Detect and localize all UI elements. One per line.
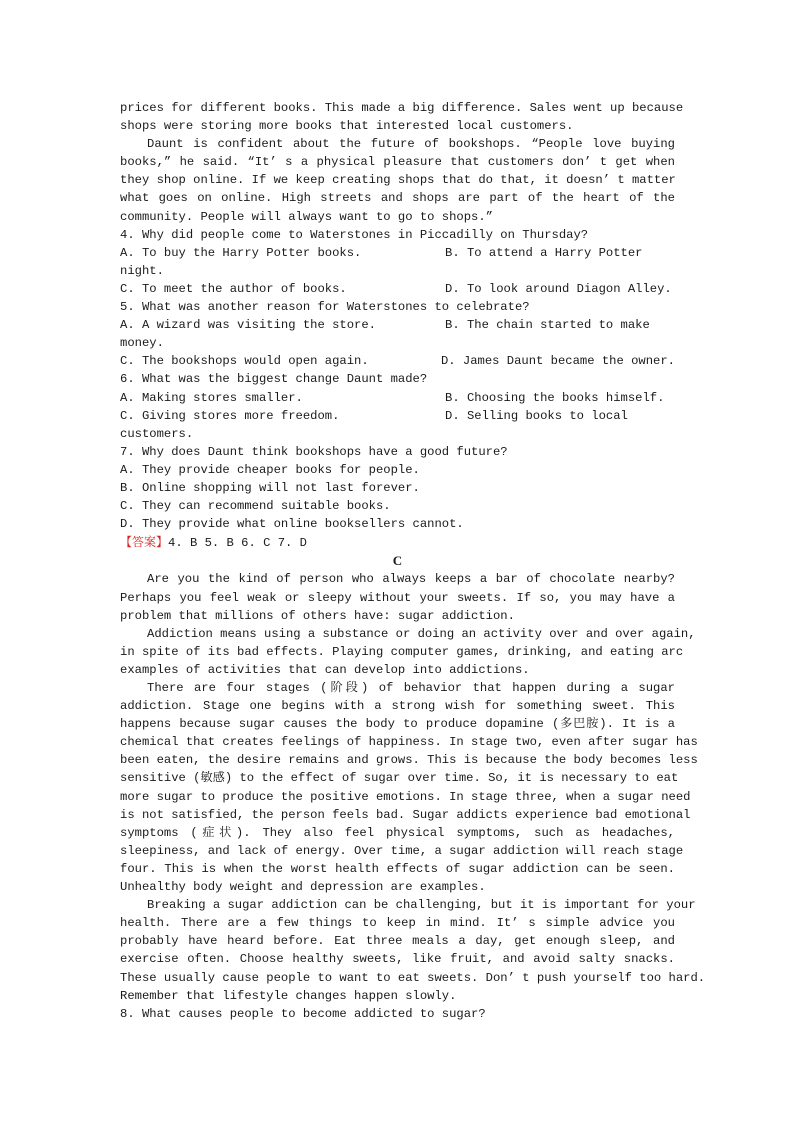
option-right: B. Choosing the books himself. [445,390,665,405]
option-left: A. They provide cheaper books for people. [120,462,420,477]
question-stem: 7. Why does Daunt think bookshops have a good future? [120,444,508,459]
option-row [120,280,675,298]
option-left: A. A wizard was visiting the store. [120,318,376,333]
option-row [120,352,675,370]
paragraph [120,570,675,624]
option-row [120,244,675,262]
text-line: sleepiness, and lack of energy. Over time, a sugar addiction will reach stage [120,843,684,858]
question-8: 8. What causes people to become addicted to sugar? [120,1006,486,1021]
option-left: C. To meet the author of books. [120,281,347,296]
text-line: Remember that lifestyle changes happen slowly. [120,988,457,1003]
question-stem: 6. What was the biggest change Daunt made? [120,372,428,387]
option-right [445,497,675,515]
text-line: problem that millions of others have: sugar addiction. [120,608,515,623]
passage-b-paragraph-end [120,99,684,135]
text-line: Breaking a sugar addiction can be challenging, but it is important for your [147,898,696,913]
option-right [445,479,675,497]
option-row [120,515,675,533]
option-left: money. [120,336,164,351]
option-left: A. Making stores smaller. [120,390,303,405]
option-left: C. They can recommend suitable books. [120,499,391,514]
option-row [120,497,675,515]
question-stem: 5. What was another reason for Waterstones to celebrate? [120,300,530,315]
answer-text: 4. B 5. B 6. C 7. D [168,536,307,551]
text-line: been eaten, the desire remains and grows. This is because the body becomes less [120,753,698,768]
passage-b-paragraph-daunt [120,135,675,225]
option-right [445,262,675,280]
option-left: night. [120,263,164,278]
text-line: symptoms (症状). They also feel physical symptoms, such as headaches, [120,825,675,840]
paragraph [120,896,706,1005]
option-row [120,461,675,479]
option-left: C. The bookshops would open again. [120,354,369,369]
option-right [445,334,675,352]
page-content [120,99,706,1023]
option-left: C. Giving stores more freedom. [120,408,340,423]
option-left: B. Online shopping will not last forever. [120,480,420,495]
text-line: Are you the kind of person who always keeps a bar of chocolate nearby? [147,572,675,587]
option-right [445,425,675,443]
text-line: they shop online. If we keep creating shops that do that, it doesn’ t matter [120,173,676,188]
option-row [120,425,675,443]
text-line: four. This is when the worst health effects of sugar addiction can be seen. [120,861,675,876]
option-right [445,461,675,479]
answer-label: 【答案】 [120,535,169,550]
text-line: health. There are a few things to keep in mind. It’ s simple advice you [120,916,675,931]
text-line: probably have heard before. Eat three meals a day, get enough sleep, and [120,934,675,949]
option-right [445,515,675,533]
option-left: D. They provide what online booksellers cannot. [120,517,464,532]
text-line: in spite of its bad effects. Playing computer games, drinking, and eating arc [120,644,684,659]
text-line: Perhaps you feel weak or sleepy without your sweets. If so, you may have a [120,590,675,605]
questions-block [120,226,675,534]
option-row [120,316,675,334]
text-line: is not satisfied, the person feels bad. Sugar addicts experience bad emotional [120,807,691,822]
option-row [120,334,675,352]
text-line: exercise often. Choose healthy sweets, like fruit, and avoid salty snacks. [120,952,675,967]
text-line: These usually cause people to want to eat sweets. Don’ t push yourself too hard. [120,970,706,985]
text-line: sensitive (敏感) to the effect of sugar over time. So, it is necessary to eat [120,771,679,786]
answer-line [120,533,675,552]
option-right: D. To look around Diagon Alley. [445,281,672,296]
text-line: Unhealthy body weight and depression are examples. [120,880,486,895]
option-right: B. To attend a Harry Potter [445,245,643,260]
option-left: customers. [120,426,194,441]
text-line: Addiction means using a substance or doing an activity over and over again, [147,626,696,641]
text-line: happens because sugar causes the body to produce dopamine (多巴胺). It is a [120,717,675,732]
section-heading: C [392,553,403,569]
text-line: Daunt is confident about the future of bookshops. “People love buying [147,137,675,152]
section-c-passage [120,570,706,1004]
text-line: shops were storing more books that interested local customers. [120,119,574,134]
text-line: chemical that creates feelings of happiness. In stage two, even after sugar has [120,735,698,750]
text-line: examples of activities that can develop into addictions. [120,662,530,677]
option-row [120,262,675,280]
option-row [120,407,675,425]
text-line: addiction. Stage one begins with a strong wish for something sweet. This [120,699,675,714]
paragraph [120,625,696,679]
option-right: D. Selling books to local [445,408,628,423]
option-row [120,389,675,407]
option-right: D. James Daunt became the owner. [440,354,675,369]
text-line: community. People will always want to go to shops.” [120,209,493,224]
text-line: prices for different books. This made a big difference. Sales went up because [120,101,684,115]
option-row [120,479,675,497]
text-line: There are four stages (阶段) of behavior that happen during a sugar [147,681,675,695]
paragraph [120,679,698,896]
option-left: A. To buy the Harry Potter books. [120,245,362,260]
option-right: B. The chain started to make [445,318,650,333]
question-stem: 4. Why did people come to Waterstones in Piccadilly on Thursday? [120,227,589,242]
text-line: what goes on online. High streets and shops are part of the heart of the [120,191,675,206]
text-line: more sugar to produce the positive emotions. In stage three, when a sugar need [120,789,691,804]
text-line: books,” he said. “It’ s a physical pleasure that customers don’ t get when [120,155,675,170]
